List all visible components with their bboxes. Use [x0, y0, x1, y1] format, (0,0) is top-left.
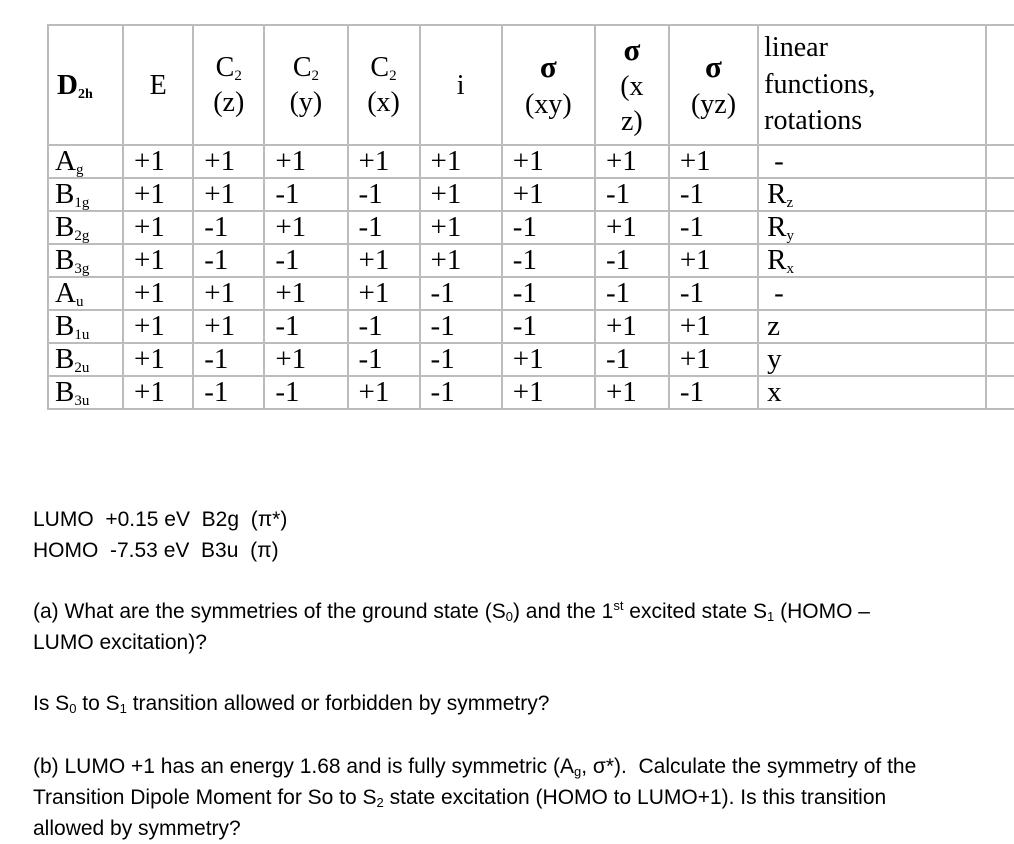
operation-symbol: $C_2$ [215, 52, 242, 84]
irrep-label: $B_{3u}$ [48, 376, 123, 409]
character-value: +1 [193, 178, 264, 211]
header-linear-functions [758, 25, 986, 145]
character-value: +1 [123, 343, 193, 376]
question-b-line-1: (b) LUMO +1 has an energy 1.68 and is fully symmetric ($A_g$, σ*). Calculate the symmetry of the [33, 755, 917, 779]
character-value: -1 [420, 277, 502, 310]
operation-symbol: $C_2$ [292, 52, 319, 84]
character-value: +1 [348, 244, 420, 277]
character-value: -1 [264, 376, 347, 409]
operation-axis: (z) [213, 87, 245, 118]
character-value: +1 [420, 211, 502, 244]
character-value: +1 [595, 310, 669, 343]
table-edge-cell [986, 376, 1014, 409]
operation-symbol: $C_2$ [370, 52, 397, 84]
character-value: +1 [193, 145, 264, 178]
irrep-label: $B_{1g}$ [48, 178, 123, 211]
header-c2z [193, 25, 264, 145]
character-value: +1 [420, 244, 502, 277]
basis-function: z [758, 310, 986, 343]
character-value: +1 [123, 211, 193, 244]
operation-symbol: E [149, 69, 167, 101]
irrep-row [48, 145, 1014, 178]
character-value: +1 [193, 310, 264, 343]
basis-function: $R_z$ [758, 178, 986, 211]
table-edge-cell [986, 178, 1014, 211]
character-value: -1 [595, 277, 669, 310]
character-value: -1 [502, 244, 595, 277]
character-value: +1 [123, 376, 193, 409]
character-value: -1 [193, 343, 264, 376]
character-value: -1 [348, 343, 420, 376]
irrep-row [48, 277, 1014, 310]
table-edge-cell [986, 244, 1014, 277]
table-edge-cell [986, 310, 1014, 343]
character-value: +1 [595, 376, 669, 409]
character-value: -1 [420, 376, 502, 409]
character-value: +1 [502, 376, 595, 409]
character-value: +1 [193, 277, 264, 310]
irrep-label: $A_g$ [48, 145, 123, 178]
irrep-label: $B_{3g}$ [48, 244, 123, 277]
character-table-d2h [47, 24, 1014, 410]
question-b-line-3: allowed by symmetry? [33, 817, 241, 840]
irrep-row [48, 343, 1014, 376]
character-value: -1 [669, 376, 758, 409]
operation-axis: (y) [289, 87, 323, 118]
header-sigma-xz [595, 25, 669, 145]
irrep-row [48, 211, 1014, 244]
table-edge-cell [986, 211, 1014, 244]
irrep-label: $A_u$ [48, 277, 123, 310]
question-a-line-2: LUMO excitation)? [33, 631, 207, 654]
character-value: +1 [502, 145, 595, 178]
operation-axis: (x [620, 71, 644, 103]
point-group-label: $D_{2h}$ [48, 25, 123, 145]
character-value: -1 [348, 310, 420, 343]
character-value: +1 [595, 145, 669, 178]
header-functions-line: linear [764, 31, 828, 63]
character-value: -1 [502, 310, 595, 343]
character-value: -1 [420, 310, 502, 343]
character-value: -1 [669, 178, 758, 211]
basis-function: - [758, 145, 986, 178]
header-c2y [264, 25, 347, 145]
table-edge-cell [986, 25, 1014, 145]
character-value: +1 [348, 277, 420, 310]
character-value: +1 [264, 277, 347, 310]
character-value: +1 [669, 244, 758, 277]
operation-symbol: i [456, 69, 465, 101]
operation-symbol: σ [539, 49, 557, 85]
header-c2x [348, 25, 420, 145]
character-value: +1 [502, 343, 595, 376]
irrep-label: $B_{2g}$ [48, 211, 123, 244]
character-value: +1 [669, 310, 758, 343]
character-value: -1 [348, 211, 420, 244]
lumo-line: LUMO +0.15 eV B2g (π*) [33, 508, 288, 531]
header-functions-line: rotations [764, 105, 863, 137]
character-value: +1 [348, 145, 420, 178]
basis-function: - [758, 277, 986, 310]
table-edge-cell [986, 277, 1014, 310]
character-value: +1 [264, 211, 347, 244]
character-value: -1 [264, 310, 347, 343]
homo-line: HOMO -7.53 eV B3u (π) [33, 539, 279, 562]
character-value: +1 [420, 178, 502, 211]
character-value: -1 [193, 211, 264, 244]
character-value: -1 [193, 376, 264, 409]
character-value: -1 [420, 343, 502, 376]
character-value: +1 [348, 376, 420, 409]
character-value: -1 [193, 244, 264, 277]
character-value: -1 [502, 211, 595, 244]
operation-axis: (x) [367, 87, 400, 118]
operation-symbol: σ [623, 31, 641, 67]
irrep-row [48, 376, 1014, 409]
character-value: +1 [420, 145, 502, 178]
character-value: +1 [123, 310, 193, 343]
question-b-line-2: Transition Dipole Moment for So to $S_2$ state excitation (HOMO to LUMO+1). Is this transition [33, 786, 887, 810]
basis-function: $R_x$ [758, 244, 986, 277]
table-edge-cell [986, 343, 1014, 376]
character-value: -1 [669, 277, 758, 310]
character-value: -1 [595, 178, 669, 211]
character-value: +1 [669, 343, 758, 376]
header-e [123, 25, 193, 145]
character-value: +1 [502, 178, 595, 211]
operation-symbol: σ [705, 49, 722, 85]
question-a-line-1: (a) What are the symmetries of the ground state $(S_0)$ and the 1st excited state $S_1$ (HOMO – [33, 598, 870, 624]
character-value: +1 [123, 178, 193, 211]
basis-function: y [758, 343, 986, 376]
irrep-row [48, 310, 1014, 343]
header-functions-line: functions, [764, 68, 876, 100]
operation-axis: (yz) [690, 88, 737, 120]
header-sigma-xy [502, 25, 595, 145]
character-value: -1 [595, 343, 669, 376]
character-value: -1 [502, 277, 595, 310]
table-header-row [48, 25, 1014, 145]
irrep-row [48, 244, 1014, 277]
header-sigma-yz [669, 25, 758, 145]
irrep-label: $B_{2u}$ [48, 343, 123, 376]
character-value: +1 [595, 211, 669, 244]
irrep-row [48, 178, 1014, 211]
character-value: -1 [669, 211, 758, 244]
character-value: -1 [264, 178, 347, 211]
question-a-line-3: Is $S_0$ to $S_1$ transition allowed or forbidden by symmetry? [33, 692, 550, 716]
operation-axis: z) [621, 106, 643, 138]
character-value: +1 [123, 145, 193, 178]
basis-function: $R_y$ [758, 211, 986, 244]
character-value: -1 [264, 244, 347, 277]
character-value: -1 [595, 244, 669, 277]
character-value: +1 [264, 343, 347, 376]
table-edge-cell [986, 145, 1014, 178]
basis-function: x [758, 376, 986, 409]
character-value: +1 [264, 145, 347, 178]
irrep-label: $B_{1u}$ [48, 310, 123, 343]
character-value: +1 [123, 277, 193, 310]
operation-axis: (xy) [525, 88, 572, 120]
character-value: +1 [123, 244, 193, 277]
character-value: +1 [669, 145, 758, 178]
header-inversion [420, 25, 502, 145]
character-value: -1 [348, 178, 420, 211]
